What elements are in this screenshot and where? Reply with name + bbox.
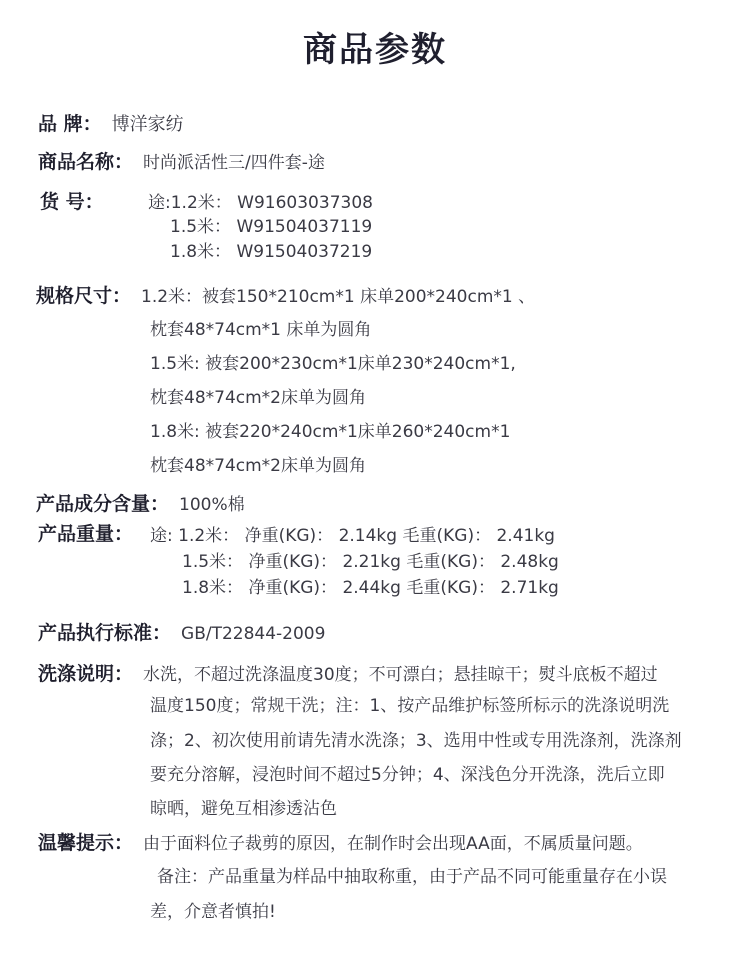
- page-title: 商品参数: [303, 30, 447, 70]
- wash-label: 洗涤说明：: [38, 663, 134, 685]
- tips-label: 温馨提示：: [38, 832, 134, 854]
- sku-label-row: [40, 190, 114, 215]
- gross-weight-label: 毛重(KG)：: [406, 552, 495, 572]
- wash-line: 温度150度；常规干洗；注：1、按产品维护标签所标示的洗涤说明洗: [150, 696, 670, 716]
- spec-label: 规格尺寸：: [36, 285, 132, 307]
- weight-label: 产品重量：: [38, 523, 134, 545]
- standard-row: [38, 621, 325, 646]
- weight-size: 1.8米：: [182, 578, 244, 598]
- tips-line: 差，介意者慎拍!: [150, 902, 276, 922]
- gross-weight: 2.41kg: [496, 526, 555, 546]
- gross-weight: 2.71kg: [500, 578, 559, 598]
- gross-weight-label: 毛重(KG)：: [402, 526, 492, 546]
- spec-line: 枕套48*74cm*2床单为圆角: [150, 456, 366, 476]
- standard-value: GB/T22844-2009: [181, 624, 326, 644]
- composition-row: [36, 492, 245, 517]
- wash-line: 水洗，不超过洗涤温度30度；不可漂白；悬挂晾干；熨斗底板不超过: [143, 665, 658, 685]
- sku-size: 1.8米：: [170, 242, 232, 262]
- gross-weight-label: 毛重(KG)：: [406, 578, 495, 598]
- weight-row: [150, 524, 555, 548]
- sku-code: W91603037308: [237, 193, 373, 213]
- sku-code: W91504037219: [236, 242, 373, 262]
- wash-line: 晾晒，避免互相渗透沾色: [150, 799, 337, 819]
- tips-line: 备注：产品重量为样品中抽取称重，由于产品不同可能重量存在小误: [157, 867, 667, 887]
- net-weight: 2.44kg: [342, 578, 401, 598]
- sku-row: [170, 215, 372, 239]
- weight-row: [182, 550, 559, 574]
- weight-size: 1.5米：: [182, 552, 244, 572]
- brand-value: 博洋家纺: [111, 114, 184, 135]
- net-weight-label: 净重(KG)：: [248, 578, 338, 598]
- spec-line: 枕套48*74cm*1 床单为圆角: [150, 320, 372, 340]
- weight-row: [182, 576, 559, 600]
- sku-row: [170, 240, 372, 264]
- sku-size: 1.5米：: [170, 217, 232, 237]
- sku-row: [148, 191, 373, 215]
- tips-row: [38, 831, 643, 856]
- spec-line: 1.2米：被套150*210cm*1 床单200*240cm*1 、: [141, 287, 536, 307]
- wash-line: 涤；2、初次使用前请先清水洗涤；3、选用中性或专用洗涤剂，洗涤剂: [150, 731, 682, 751]
- spec-line: 1.5米: 被套200*230cm*1床单230*240cm*1,: [150, 354, 516, 374]
- spec-line: 枕套48*74cm*2床单为圆角: [150, 388, 366, 408]
- standard-label: 产品执行标准：: [38, 622, 172, 644]
- spec-line: 1.8米: 被套220*240cm*1床单260*240cm*1: [150, 422, 511, 442]
- product-name-row: [38, 150, 325, 175]
- brand-label: 品 牌：: [38, 113, 102, 135]
- net-weight: 2.14kg: [338, 526, 398, 546]
- composition-label: 产品成分含量：: [36, 493, 170, 515]
- weight-size: 途: 1.2米：: [150, 526, 240, 546]
- composition-value: 100%棉: [179, 495, 245, 515]
- product-name-label: 商品名称：: [38, 151, 134, 173]
- spec-row: [36, 284, 535, 309]
- product-name-value: 时尚派活性三/四件套-途: [143, 153, 325, 173]
- wash-row: [38, 662, 658, 687]
- net-weight-label: 净重(KG)：: [248, 552, 338, 572]
- net-weight-label: 净重(KG)：: [244, 526, 334, 546]
- net-weight: 2.21kg: [342, 552, 401, 572]
- sku-label: 货 号：: [40, 191, 104, 213]
- weight-label-row: [38, 522, 143, 547]
- wash-line: 要充分溶解，浸泡时间不超过5分钟；4、深浅色分开洗涤，洗后立即: [150, 765, 665, 785]
- gross-weight: 2.48kg: [500, 552, 559, 572]
- sku-code: W91504037119: [236, 217, 373, 237]
- tips-line: 由于面料位子裁剪的原因，在制作时会出现AA面，不属质量问题。: [143, 834, 643, 854]
- brand-row: [38, 112, 184, 137]
- sku-size: 途:1.2米：: [148, 193, 232, 213]
